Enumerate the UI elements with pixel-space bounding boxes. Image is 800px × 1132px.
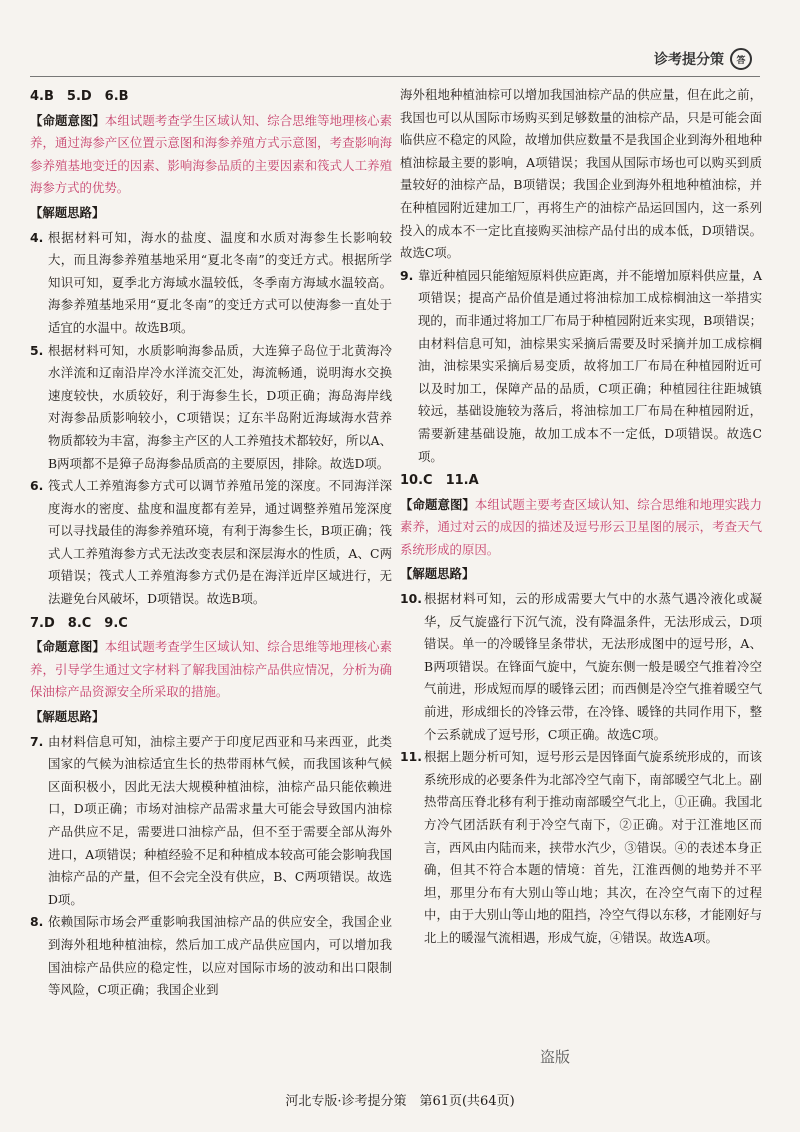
explanation-item: [400, 588, 762, 746]
left-column: [30, 84, 392, 1002]
header-title: 诊考提分策: [654, 52, 724, 68]
thinking-heading: 【解题思路】: [400, 566, 475, 582]
intent-text: 本组试题考查学生区域认知、综合思维等地理核心素养，通过海参产区位置示意图和海参养殖方式示意图，考查影响海参养殖基地变迁的因素、影响海参品质的主要因素和筏式人工养殖海参方式的优势。: [30, 112, 393, 196]
explanation-continuation: 海外租地种植油棕可以增加我国油棕产品的供应量，但在此之前，我国也可以从国际市场购买到足够数量的油棕产品，只是可能会面临供应不稳定的风险，故增加供应数量不是我国企业到海外租地种植油棕最主要的影响，A项错误；我国从国际市场也可以购买到质量较好的油棕产品，B项错误；我国企业到海外租地种植油棕，并在种植园附近建加工厂，再将生产的油棕产品运回国内，这一系列投入的成本不一定比直接购买油棕产品付出的成本低，D项错误。故选C项。: [400, 87, 762, 261]
question-number: 8.: [30, 914, 44, 930]
question-number: 4.: [30, 229, 44, 245]
explanation-text: 根据材料可知，水质影响海参品质，大连獐子岛位于北黄海冷水洋流和辽南沿岸冷水洋流交汇处，海流畅通，说明海水交换速度较快，水质较好，利于海参生长，D项正确；海岛海岸线对海参品质影响较小，C项错误；辽东半岛附近海域海水营养物质都较为丰富，海参主产区的人工养殖技术都较好，所以A、B两项都不是獐子岛海参品质高的主要原因，排除。故选D项。: [48, 342, 392, 471]
explanation-item: [30, 227, 392, 340]
explanation-item: [400, 265, 762, 468]
right-column: [400, 84, 762, 950]
explanation-text: 靠近种植园只能缩短原料供应距离，并不能增加原料供应量，A项错误；提高产品价值是通过将油棕加工成棕榈油这一举措实现的，而非通过将加工厂布局于种植园附近来实现，B项错误；由材料信息可知，油棕果实采摘后需要及时采摘并加工成棕榈油，油棕果实采摘后易变质，故将加工厂布局在种植园附近可以及时加工，保障产品的品质，C项正确；种植园往往距城镇较远，基础设施较为落后，将油棕加工厂布局在种植园附近，需要新建基础设施，故加工成本不一定低，D项错误。故选C项。: [418, 267, 762, 464]
explanation-text: 根据上题分析可知，逗号形云是因锋面气旋系统形成的，而该系统形成的必要条件为北部冷空气南下，南部暖空气北上。副热带高压脊北移有利于推动南部暖空气北上，①正确。我国北方冷气团活跃有利于冷空气南下，②正确。对于江淮地区而言，西风由内陆而来，挟带水汽少，③错误。④的表述本身正确，但其不符合本题的情境：首先，江淮西侧的地势并不平坦，那里分布有大别山等山地；其次，在冷空气南下的过程中，由于大别山等山地的阻挡，冷空气得以东移，才能刚好与北上的暖湿气流相遇，形成气旋，④错误。故选A项。: [424, 749, 762, 945]
explanation-item: [30, 340, 392, 476]
logo-icon: 答: [730, 48, 752, 70]
watermark-stamp: 盗版: [540, 1048, 571, 1066]
explanation-text: 依赖国际市场会严重影响我国油棕产品的供应安全，我国企业到海外租地种植油棕，然后加工成产品供应国内，可以增加我国油棕产品供应的稳定性，以应对国际市场的波动和出口限制等风险，C项正确；我国企业到: [48, 914, 392, 998]
answers-group-1: 4.B 5.D 6.B: [30, 89, 129, 104]
explanation-item: [30, 475, 392, 611]
intent-tag: 【命题意图】: [30, 112, 105, 128]
question-number: 11.: [400, 749, 422, 765]
thinking-heading: 【解题思路】: [30, 204, 105, 220]
header-divider: [30, 76, 760, 77]
answers-group-2: 7.D 8.C 9.C: [30, 615, 128, 631]
intent-tag: 【命题意图】: [400, 496, 475, 512]
explanation-item: [400, 746, 762, 949]
answers-group-3: 10.C 11.A: [400, 473, 479, 489]
question-number: 6.: [30, 478, 44, 494]
question-number: 7.: [30, 733, 44, 749]
intent-block-2: [30, 636, 392, 704]
explanation-item: [30, 731, 392, 912]
explanation-text: 由材料信息可知，油棕主要产于印度尼西亚和马来西亚，此类国家的气候为油棕适宜生长的热带雨林气候，而我国该种气候区面积极小，因此无法大规模种植油棕，油棕产品只能依赖进口，D项正确；市场对油棕产品需求量大可能会导致国内油棕产品供应不足，需要进口油棕产品，但不至于需要全部从海外进口，A项错误；种植经验不足和种植成本较高可能会影响我国油棕产品的产量，但不会完全没有供应，B、C两项错误。故选D项。: [48, 733, 392, 907]
intent-tag: 【命题意图】: [30, 639, 105, 655]
explanation-text: 根据材料可知，云的形成需要大气中的水蒸气遇冷液化或凝华，反气旋盛行下沉气流，没有降温条件，无法形成云，D项错误。单一的冷暖锋呈条带状，无法形成图中的逗号形，A、B两项错误。在锋面气旋中，气旋东侧一般是暖空气推着冷空气前进，形成短而厚的暖锋云团；而西侧是冷空气推着暖空气前进，形成细长的冷锋云带，在冷锋、暖锋的共同作用下，整个云系就成了逗号形，C项正确。故选C项。: [424, 591, 762, 742]
page-header: [654, 48, 752, 70]
intent-text: 本组试题主要考查区域认知、综合思维和地理实践力素养，通过对云的成因的描述及逗号形云卫星图的展示，考查天气系统形成的原因。: [400, 496, 763, 557]
explanation-text: 筏式人工养殖海参方式可以调节养殖吊笼的深度。不同海洋深度海水的密度、盐度和温度都有差异，通过调整养殖吊笼深度可以寻找最佳的海参养殖环境，有利于海参生长，B项正确；筏式人工养殖海参方式无法改变表层和深层海水的性质，A、C两项错误；筏式人工养殖海参方式仍是在海洋近岸区域进行，无法避免台风破坏，D项错误。故选B项。: [48, 478, 392, 607]
intent-text: 本组试题考查学生区域认知、综合思维等地理核心素养，引导学生通过文字材料了解我国油棕产品供应情况，分析为确保油棕产品资源安全所采取的措施。: [30, 639, 393, 700]
page-footer: 河北专版·诊考提分策 第61页(共64页): [285, 1094, 515, 1109]
question-number: 9.: [400, 267, 414, 283]
explanation-item: [30, 911, 392, 1001]
intent-block-1: [30, 110, 392, 200]
question-number: 5.: [30, 342, 44, 358]
explanation-text: 根据材料可知，海水的盐度、温度和水质对海参生长影响较大，而且海参养殖基地采用“夏北冬南”的变迁方式。根据所学知识可知，夏季北方海域水温较低，冬季南方海域水温较高。海参养殖基地采用“夏北冬南”的变迁方式可以使海参一直处于适宜的水温中。故选B项。: [48, 229, 392, 335]
thinking-heading: 【解题思路】: [30, 709, 105, 725]
question-number: 10.: [400, 591, 422, 607]
intent-block-3: [400, 494, 762, 562]
